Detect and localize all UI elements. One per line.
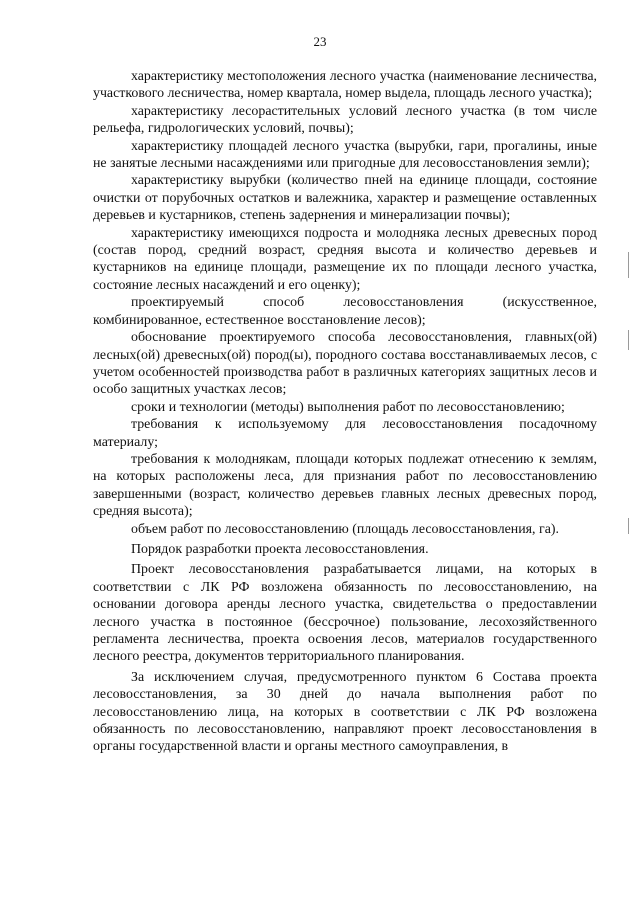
scan-margin-line (628, 330, 629, 350)
paragraph-growing-conditions: характеристику лесорастительных условий лесного участка (в том числе рельефа, гидрологических условий, почвы); (93, 103, 597, 137)
document-body (93, 68, 597, 756)
paragraph-submission: За исключением случая, предусмотренного пунктом 6 Состава проекта лесовосстановления, за 30 дней до начала выполнения работ по лесовосстановлению лица, на которых в соответствии с ЛК РФ возложена обязанность по лесовосстановлению, направляют проект лесовосстановления в органы государственной власти и органы местного самоуправления, в (93, 669, 597, 755)
paragraph-volume: объем работ по лесовосстановлению (площадь лесовосстановления, га). (131, 521, 559, 537)
page-number: 23 (313, 34, 327, 49)
paragraph-planting-material: требования к используемому для лесовосстановления посадочному материалу; (93, 417, 597, 450)
paragraph-justification: обоснование проектируемого способа лесовосстановления, главных(ой) лесных(ой) древесных(ой) пород(ы), породного состава восстанавливаемых лесов, с учетом особенностей производства работ в различных категориях защитных лесов и особо защитных участках лесов; (93, 330, 597, 398)
paragraph-project-development: Проект лесовосстановления разрабатывается лицами, на которых в соответствии с ЛК РФ возложена обязанность по лесовосстановлению, на основании договора аренды лесного участка, свидетельства о предоставлении лесного участка в постоянное (бессрочное) пользование, лесохозяйственного регламента лесничества, проекта освоения лесов, материалов государственного лесного реестра, документов территориального планирования. (93, 562, 597, 665)
paragraph-method: проектируемый способ лесовосстановления (искусственное, комбинированное, естественное восстановление лесов); (93, 295, 597, 328)
paragraph-young-stands: требования к молоднякам, площади которых подлежат отнесению к землям, на которых расположены леса, для признания работ по лесовосстановлению завершенными (возраст, количество деревьев главных лесных древесных пород, средняя высота); (93, 451, 597, 520)
paragraph-undergrowth: характеристику имеющихся подроста и молодняка лесных древесных пород (состав пород, средний возраст, средняя высота и количество деревьев и кустарников на единице площади, размещение их по площади лесного участка, состояние лесных насаждений и его оценку); (93, 225, 597, 293)
paragraph-cutting: характеристику вырубки (количество пней на единице площади, состояние очистки от порубочных остатков и валежника, характер и размещение оставленных деревьев и кустарников, степень задернения и минерализации почвы); (93, 173, 597, 224)
scan-margin-line (628, 252, 629, 278)
scan-margin-line (628, 518, 629, 534)
paragraph-procedure-heading: Порядок разработки проекта лесовосстановления. (131, 541, 429, 557)
paragraph-timing: сроки и технологии (методы) выполнения работ по лесовосстановлению; (131, 399, 565, 415)
paragraph-areas: характеристику площадей лесного участка (вырубки, гари, прогалины, иные не занятые лесными насаждениями или пригодные для лесовосстановления земли); (93, 138, 597, 172)
paragraph-location: характеристику местоположения лесного участка (наименование лесничества, участкового лесничества, номер квартала, номер выдела, площадь лесного участка); (93, 69, 597, 102)
